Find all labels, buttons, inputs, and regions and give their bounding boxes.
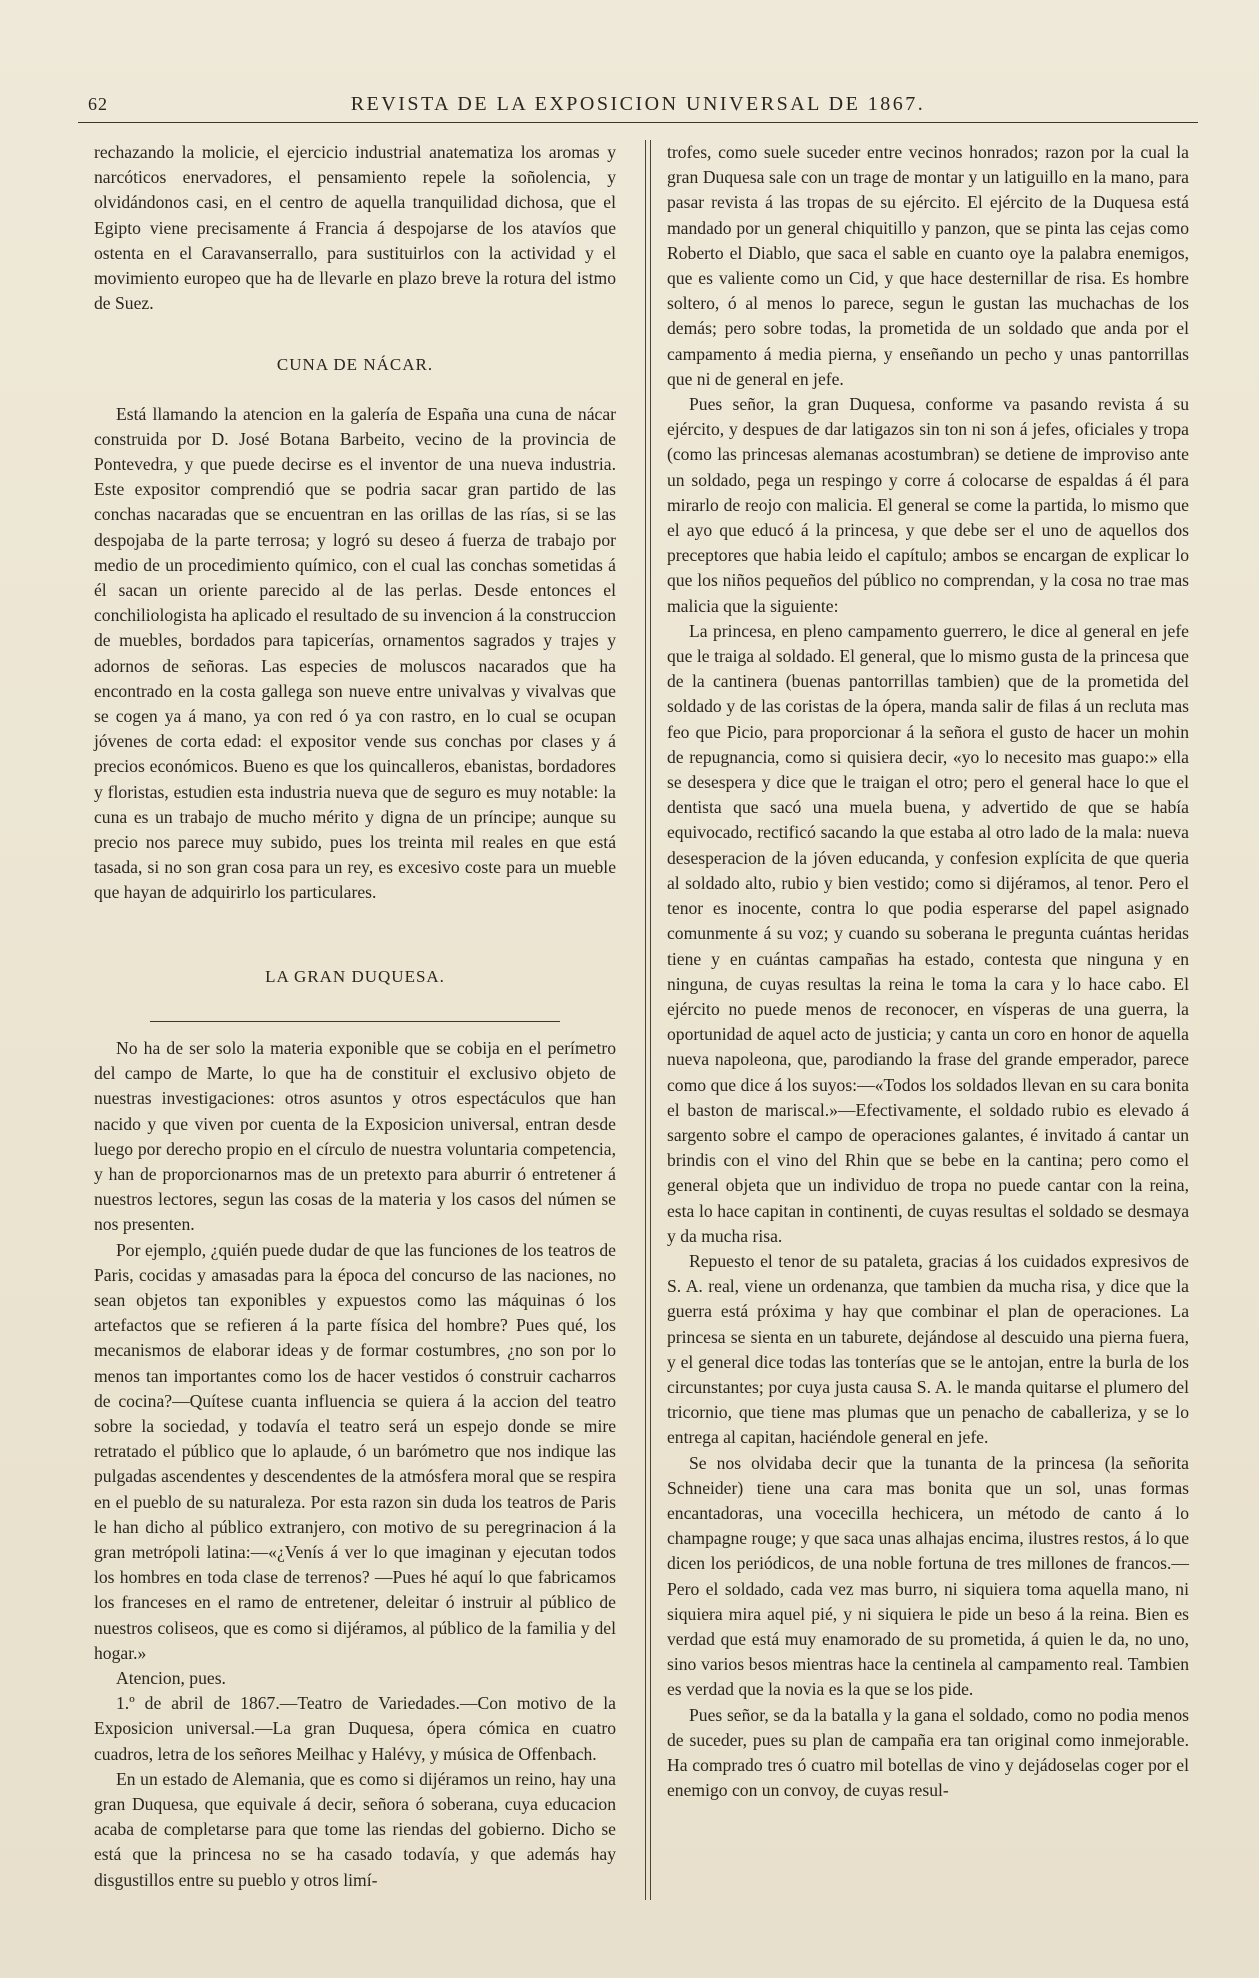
section-heading-duquesa: LA GRAN DUQUESA. [265,966,445,986]
paragraph: En un estado de Alemania, que es como si dijéramos un reino, hay una gran Duquesa, que equivale á decir, señora ó soberana, cuya educacion acaba de completarse para que tome las riendas del gobierno. Dicho se está que la princesa no se ha casado todavía, y que además hay disgustillos entre su pueblo y otros limí- [94,1768,616,1890]
paragraph: Atencion, pues. [116,1667,226,1688]
column-rule-inner [650,140,651,1900]
paragraph: Por ejemplo, ¿quién puede dudar de que las funciones de los teatros de Paris, cocidas y amasadas para la época del concurso de las naciones, no sean objetos tan exponibles y expuestos como las máquinas ó los artefactos que se refieren á la parte física del hombre? Pues qué, los mecanismos de elaborar ideas y de formar costumbres, ¿no son por lo menos tan importantes como los de hacer vestidos ó construir cacharros de cocina?—Quítese cuanta influencia se quiera á la accion del teatro sobre la sociedad, y todavía el teatro será un espejo donde se mire retratado el público que lo aplaude, ó un barómetro que nos indique las pulgadas ascendentes y descendentes de la atmósfera moral que se respira en el pueblo de su naturaleza. Por esta razon sin duda los teatros de Paris le han dicho al público extranjero, con motivo de su peregrinacion á la gran metrópoli latina:—«¿Venís á ver lo que imaginan y ejecutan todos los hombres en toda clase de terrenos? —Pues hé aquí lo que fabricamos los franceses en el ramo de entretener, deleitar ó instruir al público de nuestros coliseos, que es como si dijéramos, al público de la familia y del hogar.» [94,1239,616,1663]
running-title: REVISTA DE LA EXPOSICION UNIVERSAL DE 1867. [350,93,926,115]
paragraph: trofes, como suele suceder entre vecinos honrados; razon por la cual la gran Duquesa sale con un trage de montar y un latiguillo en la mano, para pasar revista á las tropas de su ejército. El ejército de la Duquesa está mandado por un general chiquitillo y panzon, que se pinta las cejas como Roberto el Diablo, que saca el sable en cuanto oye la palabra enemigos, que es valiente como un Cid, y que hace desternillar de risa. Es hombre soltero, ó al menos lo parece, segun le gustan las muchachas de los demás; pero sobre todas, la prometida de un soldado que anda por el campamento á media pierna, y enseñando un pecho y unas pantorrillas que ni de general en jefe. [667,142,1189,389]
heading-rule [150,1021,560,1022]
page-number: 62 [88,94,108,114]
paragraph: No ha de ser solo la materia exponible que se cobija en el perímetro del campo de Marte, lo que ha de constituir el exclusivo objeto de nuestras investigaciones: otros asuntos y otros espectáculos que han nacido y que viven por cuenta de la Exposicion universal, entran desde luego por derecho propio en el círculo de nuestra voluntaria competencia, y han de proporcionarnos mas de un pretexto para aburrir ó entretener á nuestros lectores, segun las cosas de la materia y los casos del númen se nos presenten. [94,1037,616,1235]
paragraph: Pues señor, se da la batalla y la gana el soldado, como no podia menos de suceder, pues su plan de campaña era tan original como inmejorable. Ha comprado tres ó cuatro mil botellas de vino y dejádoselas coger por el enemigo con un convoy, de cuyas resul- [667,1704,1189,1801]
column-rule [645,140,646,1900]
paragraph: rechazando la molicie, el ejercicio industrial anatematiza los aromas y narcóticos enervadores, el pensamiento repele la soñolencia, y olvidándonos casi, en el centro de aquella tranquilidad dichosa, que el Egipto viene precisamente á Francia á despojarse de los atavíos que ostenta en el Caravanserrallo, para sustituirlos con la actividad y el movimiento europeo que ha de llevarle en plazo breve la rotura del istmo de Suez. [94,142,616,314]
right-column [667,140,1189,1803]
paragraph: Está llamando la atencion en la galería de España una cuna de nácar construida por D. José Botana Barbeito, vecino de la provincia de Pontevedra, y que puede decirse es el inventor de una nueva industria. Este expositor comprendió que se podria sacar gran partido de las conchas nacaradas que se encuentran en las orillas de las rías, si se las despojaba de la parte terrosa; y logró su deseo á fuerza de trabajo por medio de un procedimiento químico, con el cual las conchas sometidas á él sacan un oriente parecido al de las perlas. Desde entonces el conchiliologista ha aplicado el resultado de su invencion á la construccion de muebles, bordados para tapicerías, ornamentos sagrados y trajes y adornos de señoras. Las especies de moluscos nacarados que ha encontrado en la costa gallega son nueve entre univalvas y vivalvas que se cogen ya á mano, ya con red ó ya con rastro, en lo cual se ocupan jóvenes de corta edad: el expositor vende sus conchas por clases y á precios económicos. Bueno es que los quincalleros, ebanistas, bordadores y floristas, estudien esta industria nueva que de seguro es muy notable: la cuna es un trabajo de mucho mérito y digna de un príncipe; aunque su precio nos parece muy subido, pues los treinta mil reales en que está tasada, si no son gran cosa para un rey, es excesivo coste para un mueble que hayan de adquirirlo los particulares. [94,403,616,903]
paragraph: Se nos olvidaba decir que la tunanta de la princesa (la señorita Schneider) tiene una cara mas bonita que un sol, unas formas encantadoras, una vocecilla hechicera, un método de canto á lo champagne rouge; y que saca unas alhajas encima, ilustres restos, á lo que dicen los periódicos, de una noble fortuna de tres millones de francos.—Pero el soldado, cada vez mas burro, ni siquiera toma aquella mano, ni siquiera mira aquel pié, y ni siquiera le pide un beso á la reina. Bien es verdad que está muy enamorado de su prometida, á quien le da, no uno, sino varios besos mientras hace la centinela al campamento real. Tambien es verdad que la novia es la que se los pide. [667,1452,1189,1700]
page-header [78,88,1198,123]
section-heading-cuna: CUNA DE NÁCAR. [276,355,434,375]
paragraph: Repuesto el tenor de su pataleta, gracias á los cuidados expresivos de S. A. real, viene un ordenanza, que tambien da mucha risa, y dice que la guerra está próxima y hay que combinar el plan de operaciones. La princesa se sienta en un taburete, dejándose al descuido una pierna fuera, y el general dice todas las tonterías que se le antojan, entre la burla de los circunstantes; por cuya justa causa S. A. le manda quitarse el plumero del tricornio, que tiene mas plumas que un penacho de caballeriza, y se lo entrega al capitan, haciéndole general en jefe. [667,1250,1189,1448]
paragraph: Pues señor, la gran Duquesa, conforme va pasando revista á su ejército, y despues de dar latigazos sin ton ni son á jefes, oficiales y tropa (como las princesas alemanas acostumbran) se detiene de improviso ante un soldado, pega un respingo y corre á colocarse de espaldas á él para mirarlo de reojo con malicia. El general se come la partida, lo mismo que el ayo que educó á la princesa, y que debe ser el uno de aquellos dos preceptores que habia leido el capítulo; ambos se encargan de explicar lo que los niños pequeños del público no comprendan, y la cosa no trae mas malicia que la siguiente: [667,394,1189,616]
paragraph: 1.º de abril de 1867.—Teatro de Variedades.—Con motivo de la Exposicion universal.—La gran Duquesa, ópera cómica en cuatro cuadros, letra de los señores Meilhac y Halévy, y música de Offenbach. [94,1693,616,1764]
left-column [94,140,616,1893]
paragraph: La princesa, en pleno campamento guerrero, le dice al general en jefe que le traiga al soldado. El general, que lo mismo gusta de la princesa que de la cantinera (buenas pantorrillas tambien) que de la prometida del soldado y de las coristas de la ópera, manda salir de filas á un recluta mas feo que Picio, para proporcionar á la señora el gusto de hacer un mohin de repugnancia, como si quisiera decir, «yo lo necesito mas guapo:» ella se desespera y dice que le traigan el otro; pero el general hace lo que el dentista que sacó una muela buena, y advertido de que se había equivocado, rectificó sacando la que estaba al otro lado de la mala: nueva desesperacion de la jóven educanda, y confesion explícita de que queria al soldado alto, rubio y bien vestido; como si dijéramos, al tenor. Pero el tenor es inocente, contra lo que podia esperarse del papel asignado comunmente á su voz; y cuando su soberana le pregunta cuántas heridas tiene y en cuántas campañas ha estado, contesta que ninguna y en ninguna, de cuyas resultas la reina le toma la cara y lo hace cabo. El ejército no puede menos de reconocer, en vísperas de una guerra, la oportunidad de aquel acto de justicia; y canta un coro en honor de aquella nueva napoleona, que, parodiando la frase del grande emperador, parece como que dice á los suyos:—«Todos los soldados llevan en su cara bonita el baston de mariscal.»—Efectivamente, el soldado rubio es elevado á sargento sobre el campo de operaciones galantes, é invitado á cantar un brindis con el vino del Rhin que se bebe en la cantina; pero como el general objeta que un individuo de tropa no puede cantar con la reina, esta lo hace capitan in continenti, de cuyas resultas el soldado se desmaya y da mucha risa. [667,620,1189,1246]
